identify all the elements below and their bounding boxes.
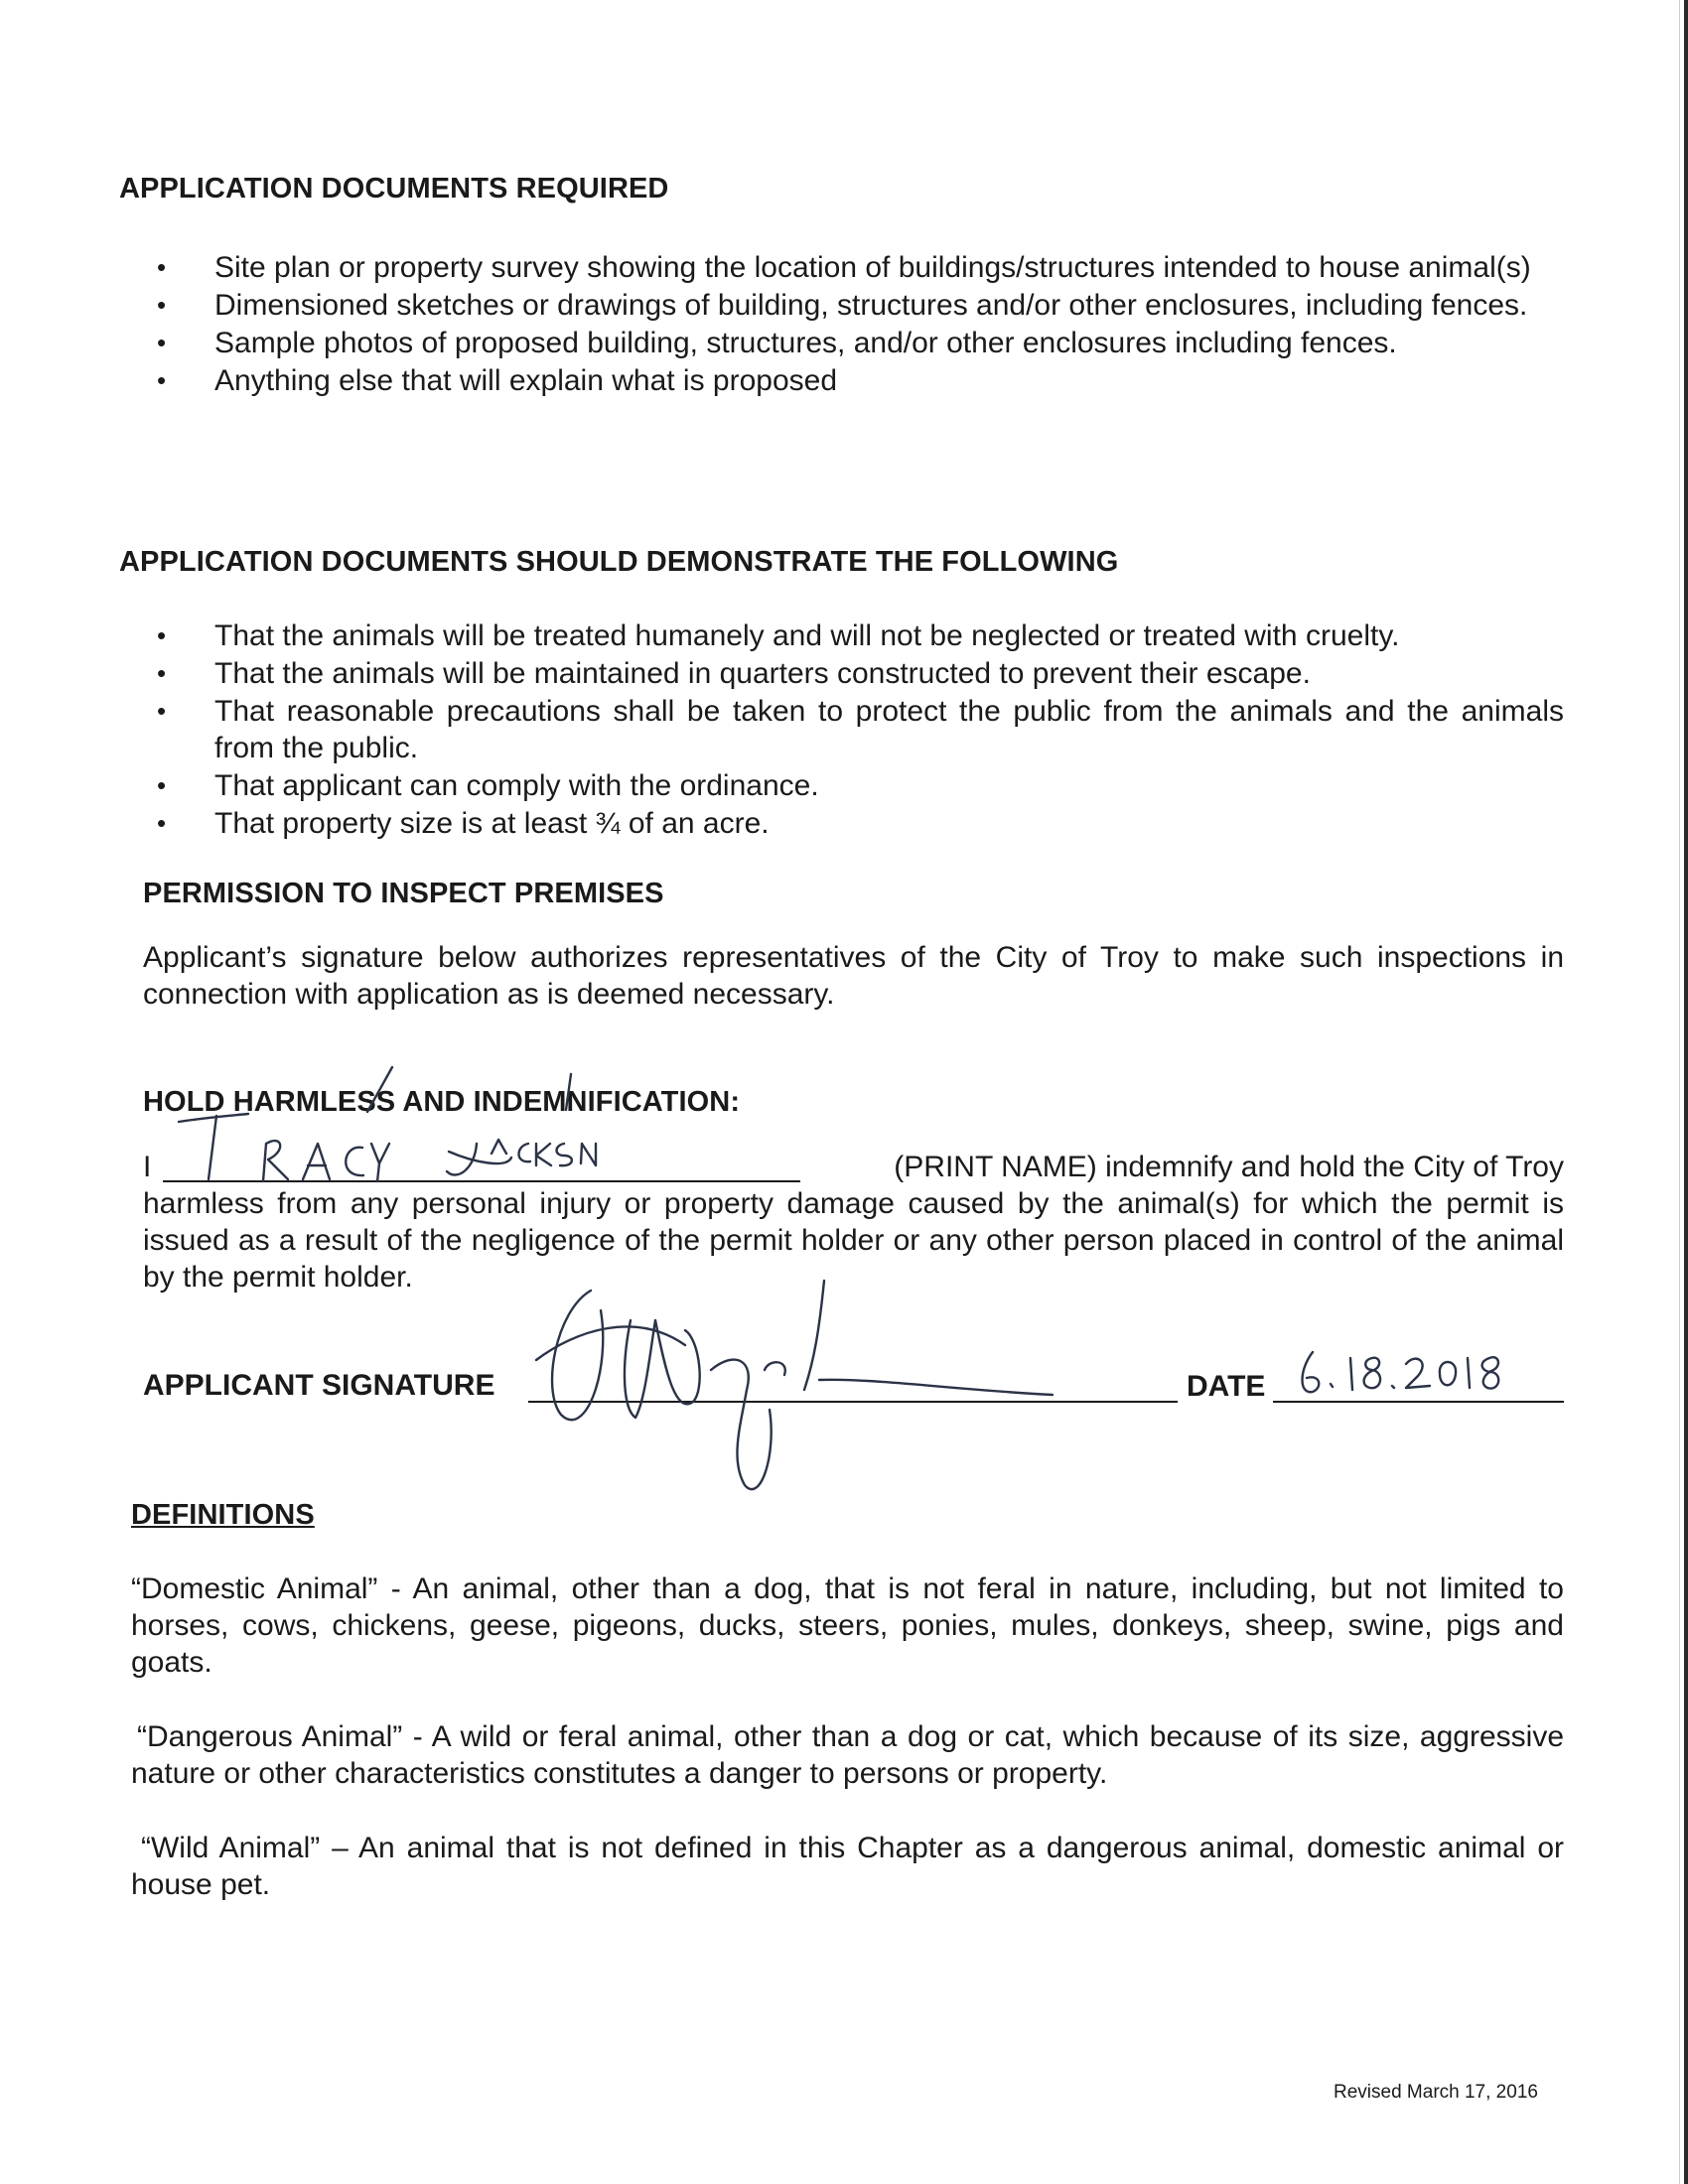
- hold-prefix: I: [143, 1151, 152, 1183]
- demonstrate-list: [119, 617, 1564, 843]
- handwritten-name: [159, 1052, 596, 1191]
- inspect-heading: PERMISSION TO INSPECT PREMISES: [143, 878, 664, 909]
- definition-domestic: “Domestic Animal” - An animal, other than a dog, that is not feral in nature, including, but not limited to horses, cows, chickens, geese, pigeons, ducks, steers, ponies, mules, donkeys, sheep, swine, pigs and goats.: [131, 1572, 1564, 1679]
- definition-dangerous: “Dangerous Animal” - A wild or feral animal, other than a dog or cat, which because of its size, aggressive nature or other characteristics constitutes a danger to persons or property.: [131, 1720, 1564, 1790]
- list-item: • Dimensioned sketches or drawings of building, structures and/or other enclosures, including fences.: [157, 289, 1528, 322]
- required-heading: APPLICATION DOCUMENTS REQUIRED: [119, 173, 669, 205]
- list-item: • Anything else that will explain what is proposed: [157, 364, 838, 397]
- list-item: • Site plan or property survey showing the location of buildings/structures intended to house animal(s): [157, 251, 1531, 284]
- hold-line1: (PRINT NAME) indemnify and hold the City of Troy: [894, 1151, 1564, 1183]
- applicant-signature: [516, 1251, 1072, 1509]
- list-item: • That the animals will be maintained in quarters constructed to prevent their escape.: [157, 657, 1311, 690]
- inspect-text: Applicant’s signature below authorizes representatives of the City of Troy to make such inspections in connection with application as is deemed necessary.: [143, 941, 1564, 1011]
- required-list: [119, 249, 1564, 400]
- list-item: • That property size is at least ¾ of an acre.: [157, 807, 770, 840]
- demonstrate-heading: APPLICATION DOCUMENTS SHOULD DEMONSTRATE THE FOLLOWING: [119, 546, 1119, 578]
- definitions-heading: DEFINITIONS: [131, 1499, 315, 1531]
- scan-edge: [1684, 0, 1688, 2184]
- scan-edge-line: [1679, 0, 1680, 2184]
- applicant-signature-label: APPLICANT SIGNATURE: [143, 1369, 495, 1402]
- list-item: • That reasonable precautions shall be taken to protect the public from the animals and the animals from the public.: [157, 695, 1564, 764]
- list-item: • Sample photos of proposed building, structures, and/or other enclosures including fences.: [157, 327, 1397, 359]
- hold-heading: HOLD HARMLESS AND INDEMNIFICATION:: [143, 1086, 741, 1118]
- handwritten-date: [1291, 1340, 1529, 1410]
- revision-footer: Revised March 17, 2016: [1334, 2082, 1538, 2103]
- list-item: • That applicant can comply with the ordinance.: [157, 769, 819, 802]
- definition-wild: “Wild Animal” – An animal that is not defined in this Chapter as a dangerous animal, domestic animal or house pet.: [131, 1832, 1564, 1901]
- hold-body: harmless from any personal injury or property damage caused by the animal(s) for which the permit is issued as a result of the negligence of the permit holder or any other person placed in control of the animal by the permit holder.: [143, 1187, 1564, 1294]
- list-item: • That the animals will be treated humanely and will not be neglected or treated with cruelty.: [157, 619, 1400, 652]
- date-label: DATE: [1187, 1370, 1266, 1403]
